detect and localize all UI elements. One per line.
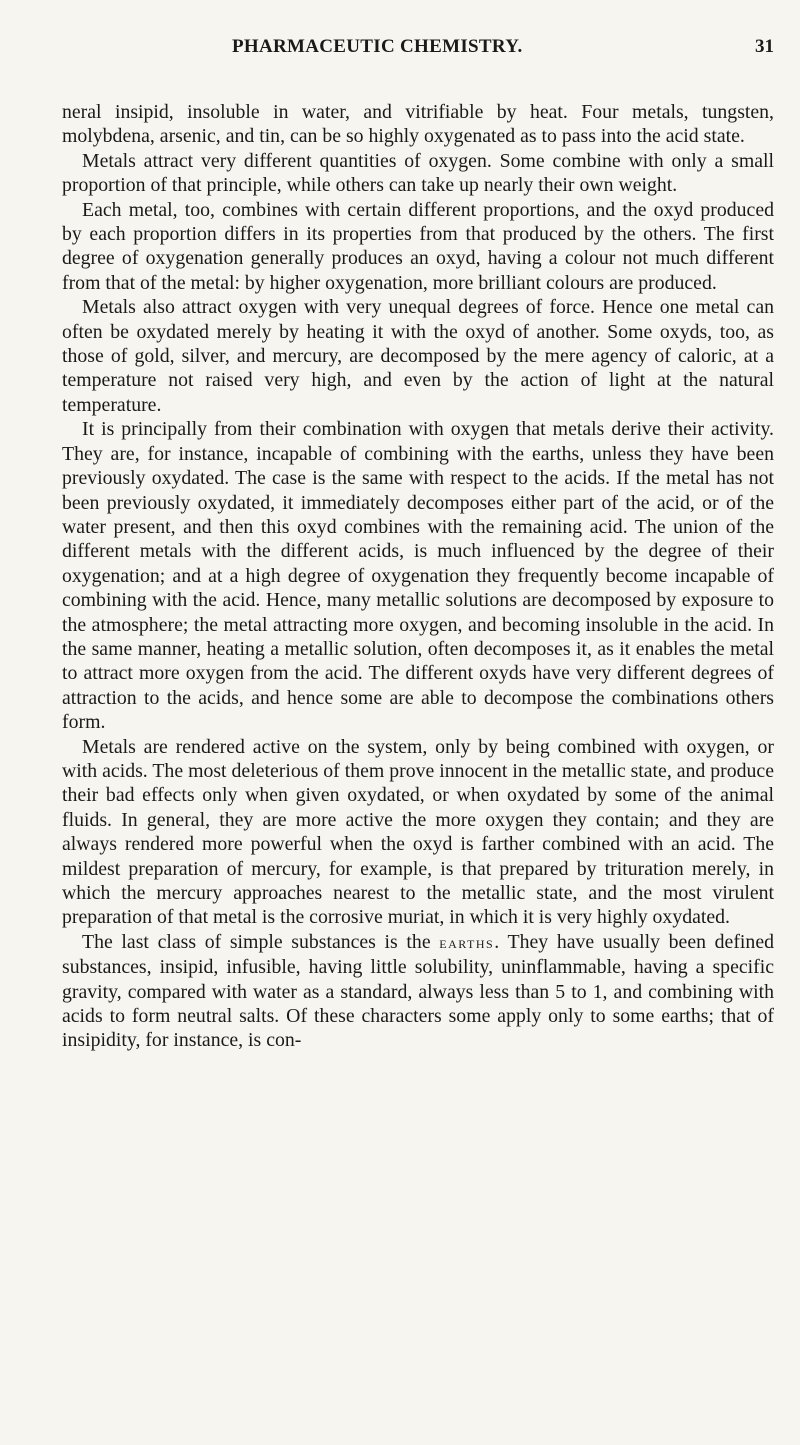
paragraph-6: Metals are rendered active on the system, only by being combined with oxygen, or with acids. The most deleterious of them prove innocent in the metallic state, and produce their bad effects only when given oxydated, or when oxydated by some of the animal fluids. In general, they are more active the more oxygen they contain; and they are always rendered more powerful when the oxyd is farther combined with an acid. The mildest preparation of mercury, for example, is that prepared by trituration merely, in which the mercury approaches nearest to the metallic state, and the most virulent preparation of that metal is the corrosive muriat, in which it is very highly oxydated. — [62, 735, 774, 929]
paragraph-4: Metals also attract oxygen with very unequal degrees of force. Hence one metal can often be oxydated merely by heating it with the oxyd of another. Some oxyds, too, as those of gold, silver, and mercury, are decomposed by the mere agency of caloric, at a temperature not raised very high, and even by the action of light at the natural temperature. — [62, 296, 774, 416]
paragraph-3: Each metal, too, combines with certain different proportions, and the oxyd produced by each proportion differs in its properties from that produced by the others. The first degree of oxygenation generally produces an oxyd, having a colour not much different from that of the metal: by higher oxygenation, more brilliant colours are produced. — [62, 198, 774, 294]
earths-term: earths — [439, 932, 495, 952]
paragraph-7-lead: The last class of simple substances is the — [82, 930, 440, 953]
page-number: 31 — [755, 36, 774, 57]
paragraph-1: neral insipid, insoluble in water, and vitrifiable by heat. Four metals, tungsten, molybdena, arsenic, and tin, can be so highly oxygenated as to pass into the acid state. — [62, 101, 774, 148]
running-title: PHARMACEUTIC CHEMISTRY. — [232, 36, 523, 57]
book-page — [62, 30, 772, 1053]
paragraph-7 — [62, 930, 774, 1053]
body-text — [62, 100, 774, 1053]
paragraph-2: Metals attract very different quantities of oxygen. Some combine with only a small proportion of that principle, while others can take up nearly their own weight. — [62, 149, 774, 197]
paragraph-7-rest: . They have usually been defined substances, insipid, infusible, having little solubility, uninflammable, having a specific gravity, compared with water as a standard, always less than 5 to 1, and combining with acids to form neutral salts. Of these characters some apply only to some earths; that of insipidity, for instance, is con- — [62, 930, 774, 1052]
running-header — [62, 30, 772, 64]
paragraph-5: It is principally from their combination with oxygen that metals derive their activity. They are, for instance, incapable of combining with the earths, unless they have been previously oxydated. The case is the same with respect to the acids. If the metal has not been previously oxydated, it immediately decomposes either part of the acid, or of the water present, and then this oxyd combines with the remaining acid. The union of the different metals with the different acids, is much influenced by the degree of their oxygenation; and at a high degree of oxygenation they frequently become incapable of combining with the acid. Hence, many metallic solutions are decomposed by exposure to the atmosphere; the metal attracting more oxygen, and becoming insoluble in the acid. In the same manner, heating a metallic solution, often decomposes it, as it enables the metal to attract more oxygen from the acid. The different oxyds have very different degrees of attraction to the acids, and hence some are able to decompose the combinations others form. — [62, 418, 774, 734]
